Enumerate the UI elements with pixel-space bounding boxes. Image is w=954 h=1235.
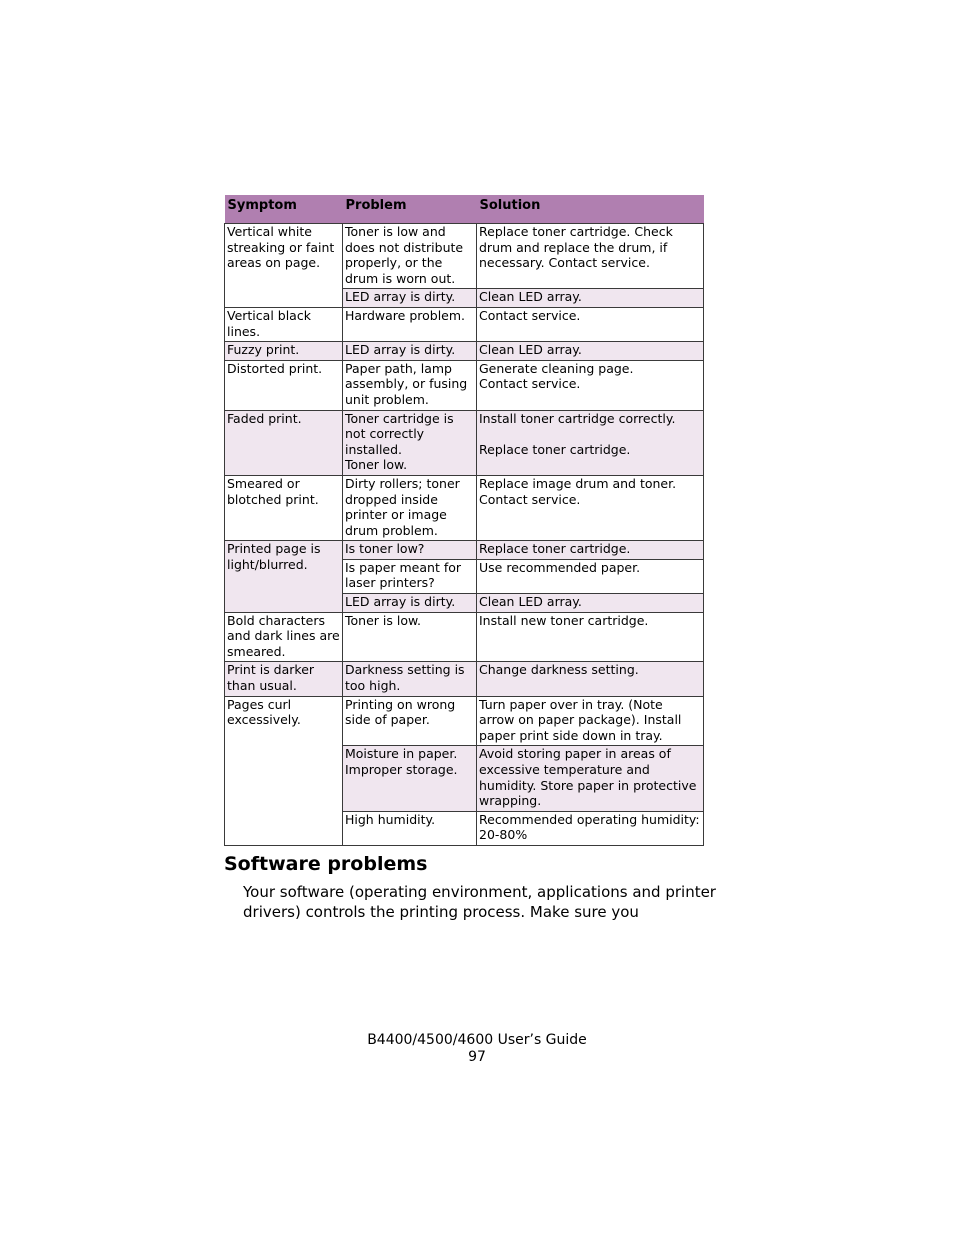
solution-cell: Clean LED array.: [477, 594, 704, 613]
solution-cell: Turn paper over in tray. (Note arrow on paper package). Install paper print side down in tray.: [477, 696, 704, 746]
solution-cell: Avoid storing paper in areas of excessive temperature and humidity. Store paper in protective wrapping.: [477, 746, 704, 811]
problem-cell: High humidity.: [343, 811, 477, 845]
solution-cell: Clean LED array.: [477, 342, 704, 361]
solution-cell: Replace toner cartridge.: [477, 541, 704, 560]
problem-cell: Is paper meant for laser printers?: [343, 559, 477, 593]
troubleshooting-table: [224, 195, 704, 846]
problem-cell: Paper path, lamp assembly, or fusing unit problem.: [343, 360, 477, 410]
symptom-cell: Pages curl excessively.: [225, 696, 343, 845]
solution-cell: Install new toner cartridge.: [477, 612, 704, 662]
header-problem: Problem: [343, 195, 477, 224]
solution-cell: Clean LED array.: [477, 289, 704, 308]
solution-cell: Install toner cartridge correctly. Replace toner cartridge.: [477, 410, 704, 475]
symptom-cell: Bold characters and dark lines are smeared.: [225, 612, 343, 662]
symptom-cell: Vertical white streaking or faint areas on page.: [225, 224, 343, 308]
table-row: [225, 410, 704, 475]
solution-cell: Replace image drum and toner. Contact service.: [477, 475, 704, 540]
table-row: [225, 541, 704, 560]
problem-cell: Hardware problem.: [343, 307, 477, 341]
problem-cell: Printing on wrong side of paper.: [343, 696, 477, 746]
header-symptom: Symptom: [225, 195, 343, 224]
problem-cell: Toner is low.: [343, 612, 477, 662]
table-row: [225, 342, 704, 361]
table-row: [225, 696, 704, 746]
solution-cell: Generate cleaning page. Contact service.: [477, 360, 704, 410]
solution-cell: Use recommended paper.: [477, 559, 704, 593]
problem-cell: Moisture in paper. Improper storage.: [343, 746, 477, 811]
symptom-cell: Faded print.: [225, 410, 343, 475]
symptom-cell: Print is darker than usual.: [225, 662, 343, 696]
solution-cell: Change darkness setting.: [477, 662, 704, 696]
table-row: [225, 224, 704, 289]
footer-guide-title: B4400/4500/4600 User’s Guide: [367, 1032, 587, 1048]
problem-cell: LED array is dirty.: [343, 594, 477, 613]
section-body-text: Your software (operating environment, applications and printer drivers) controls the printing process. Make sure you: [243, 883, 716, 921]
symptom-cell: Vertical black lines.: [225, 307, 343, 341]
solution-cell: Recommended operating humidity: 20-80%: [477, 811, 704, 845]
footer-page-number: 97: [468, 1049, 486, 1065]
symptom-cell: Smeared or blotched print.: [225, 475, 343, 540]
solution-cell: Contact service.: [477, 307, 704, 341]
symptom-cell: Fuzzy print.: [225, 342, 343, 361]
problem-cell: Dirty rollers; toner dropped inside printer or image drum problem.: [343, 475, 477, 540]
table-row: [225, 475, 704, 540]
problem-cell: LED array is dirty.: [343, 289, 477, 308]
problem-cell: Is toner low?: [343, 541, 477, 560]
solution-cell: Replace toner cartridge. Check drum and replace the drum, if necessary. Contact service.: [477, 224, 704, 289]
table-row: [225, 307, 704, 341]
page-footer: [0, 1032, 954, 1066]
table-row: [225, 612, 704, 662]
problem-cell: Darkness setting is too high.: [343, 662, 477, 696]
problem-cell: Toner is low and does not distribute properly, or the drum is worn out.: [343, 224, 477, 289]
table-row: [225, 360, 704, 410]
problem-cell: Toner cartridge is not correctly installed. Toner low.: [343, 410, 477, 475]
problem-cell: LED array is dirty.: [343, 342, 477, 361]
symptom-cell: Distorted print.: [225, 360, 343, 410]
section-title: Software problems: [224, 853, 428, 875]
table-row: [225, 662, 704, 696]
symptom-cell: Printed page is light/blurred.: [225, 541, 343, 612]
header-solution: Solution: [477, 195, 704, 224]
table-header-row: [225, 195, 704, 224]
